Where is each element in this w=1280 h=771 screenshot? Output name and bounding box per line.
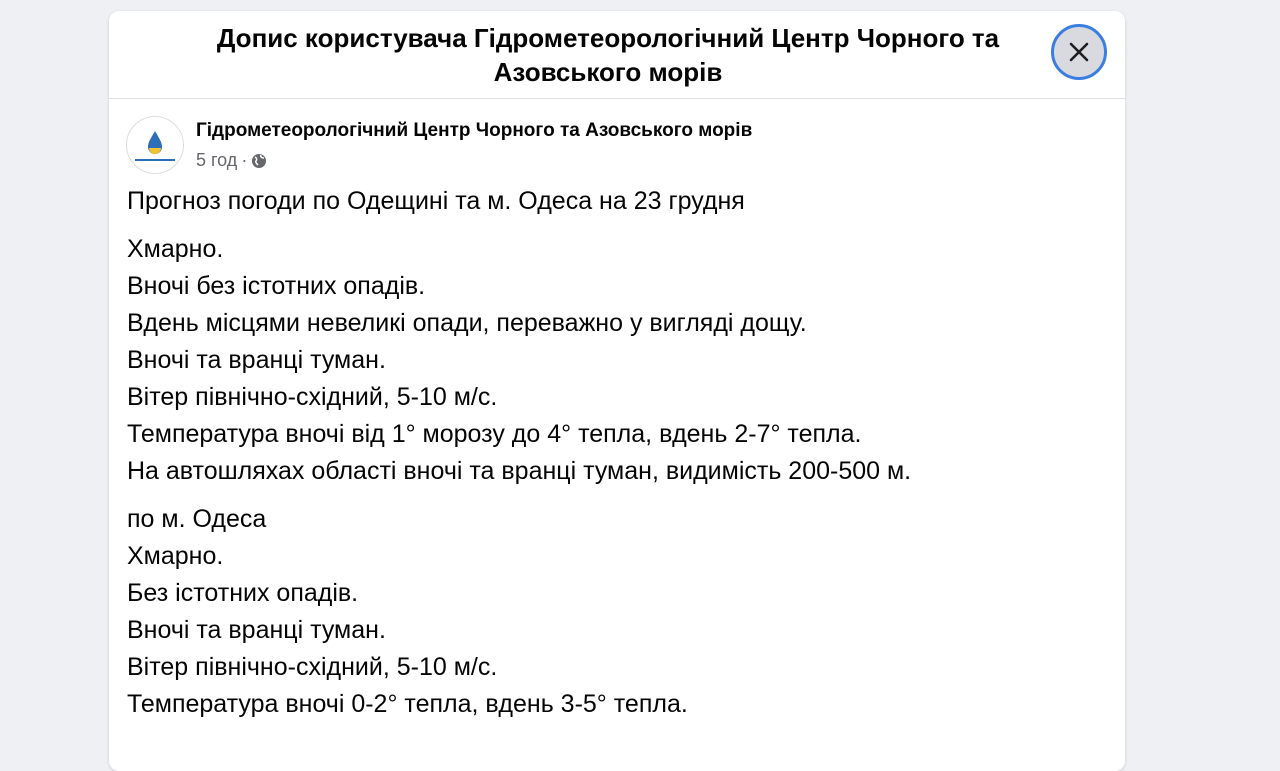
post-line: Без істотних опадів. [127, 579, 359, 607]
post-paragraph [127, 183, 911, 220]
post-line: Вночі та вранці туман. [127, 616, 386, 644]
dialog-header [109, 11, 1125, 99]
post-text [127, 183, 911, 734]
post-line: На автошляхах області вночі та вранці туман, видимість 200-500 м. [127, 457, 912, 485]
post-paragraph [127, 231, 911, 490]
avatar[interactable] [126, 116, 184, 174]
post-line: Температура вночі від 1° морозу до 4° тепла, вдень 2-7° тепла. [127, 420, 862, 448]
post-line: Вдень місцями невеликі опади, переважно у вигляді дощу. [127, 309, 807, 337]
post-line: Хмарно. [127, 542, 224, 570]
post-dialog [109, 11, 1125, 771]
post-time[interactable]: 5 год [196, 150, 238, 170]
logo-icon [145, 130, 165, 156]
post-line: по м. Одеса [127, 505, 267, 533]
post-line: Вітер північно-східний, 5-10 м/с. [127, 383, 498, 411]
separator: · [241, 150, 248, 170]
close-button[interactable] [1051, 24, 1107, 80]
post-line: Хмарно. [127, 235, 224, 263]
post-line: Температура вночі 0-2° тепла, вдень 3-5° тепла. [127, 690, 688, 718]
post-author [126, 116, 752, 174]
post-line: Вночі та вранці туман. [127, 346, 386, 374]
post-line: Прогноз погоди по Одещині та м. Одеса на 23 грудня [127, 187, 745, 215]
dialog-title: Допис користувача Гідрометеорологічний Центр Чорного та Азовського морів [216, 22, 1000, 87]
close-icon [1068, 41, 1090, 63]
globe-icon [251, 153, 267, 169]
post-line: Вітер північно-східний, 5-10 м/с. [127, 653, 498, 681]
post-line: Вночі без істотних опадів. [127, 272, 426, 300]
post-paragraph [127, 501, 911, 723]
author-name[interactable]: Гідрометеорологічний Центр Чорного та Азовського морів [196, 120, 753, 141]
